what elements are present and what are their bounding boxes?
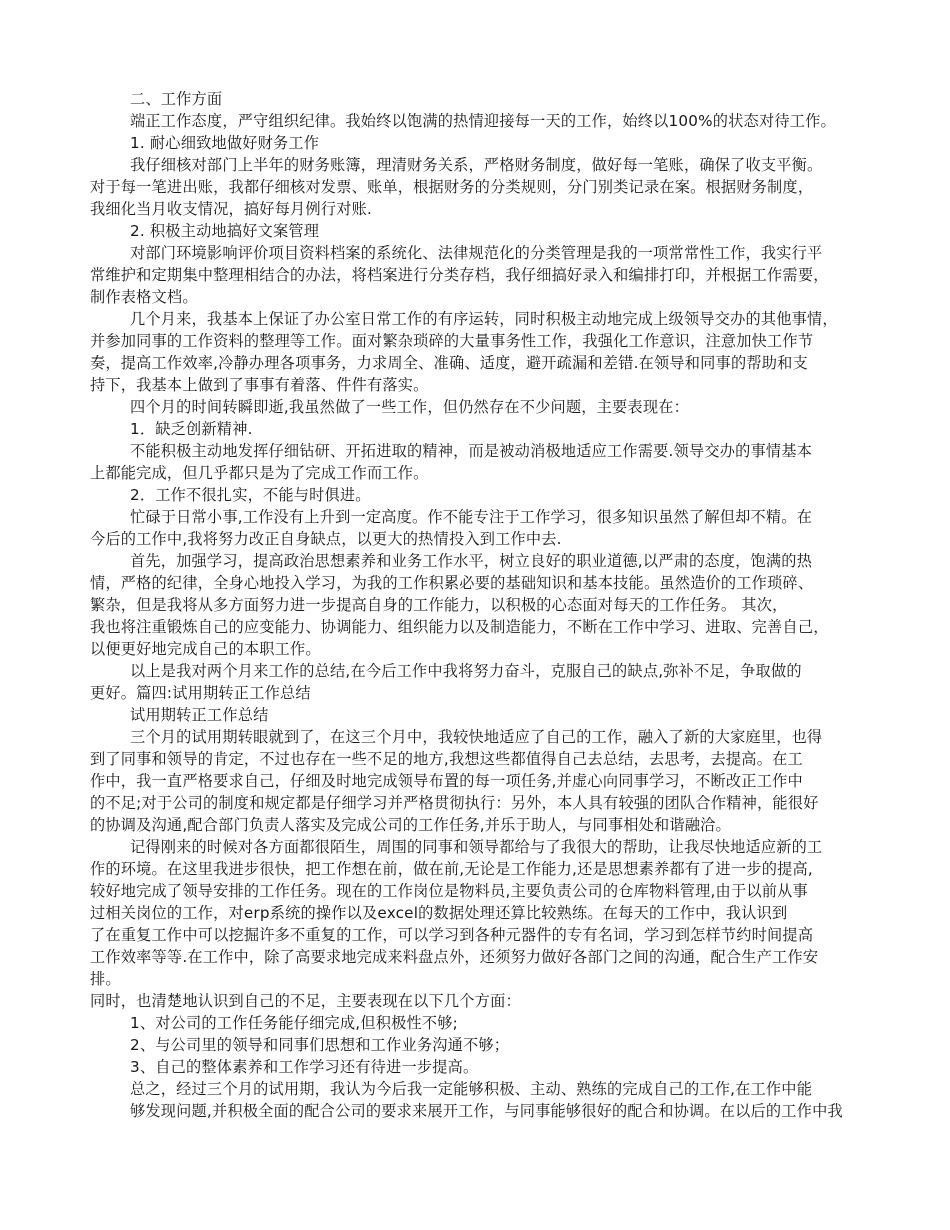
paragraph-line: 较好地完成了领导安排的工作任务。现在的工作岗位是物料员,主要负责公司的仓库物料管理,由于以前从事 — [90, 882, 808, 900]
numbered-heading: 1. 耐心细致地做好财务工作 — [130, 134, 320, 152]
list-item: 3、自己的整体素养和工作学习还有待进一步提高。 — [130, 1058, 479, 1076]
paragraph-line: 对部门环境影响评价项目资料档案的系统化、法律规范化的分类管理是我的一项常常性工作，我实行平 — [130, 244, 823, 262]
numbered-heading: 2. 积极主动地搞好文案管理 — [130, 222, 320, 240]
paragraph-line: 更好。篇四:试用期转正工作总结 — [90, 684, 311, 702]
list-item: 总之，经过三个月的试用期，我认为今后我一定能够积极、主动、熟练的完成自己的工作,在工作中能 — [130, 1080, 813, 1098]
paragraph-line: 忙碌于日常小事,工作没有上升到一定高度。作不能专注于工作学习，很多知识虽然了解但却不精。在 — [130, 508, 813, 526]
paragraph-line: 的不足;对于公司的制度和规定都是仔细学习并严格贯彻执行：另外，本人具有较强的团队合作精神，能很好 — [90, 794, 819, 812]
paragraph-line: 不能积极主动地发挥仔细钻研、开拓进取的精神，而是被动消极地适应工作需要.领导交办的事情基本 — [130, 442, 813, 460]
paragraph-line: 我仔细核对部门上半年的财务账簿，理清财务关系，严格财务制度，做好每一笔账，确保了收支平衡。 — [130, 156, 823, 174]
paragraph-line: 端正工作态度，严守组织纪律。我始终以饱满的热情迎接每一天的工作，始终以100%的状态对待工作。 — [130, 112, 836, 130]
numbered-heading: 2．工作不很扎实，不能与时俱进。 — [130, 486, 371, 504]
paragraph-line: 我细化当月收支情况，搞好每月例行对账. — [90, 200, 373, 218]
document-title: 试用期转正工作总结 — [130, 706, 269, 724]
paragraph-line: 首先，加强学习，提高政治思想素养和业务工作水平，树立良好的职业道德,以严肃的态度，饱满的热 — [130, 552, 813, 570]
paragraph-line: 以上是我对两个月来工作的总结,在今后工作中我将努力奋斗，克服自己的缺点,弥补不足，争取做的 — [130, 662, 802, 680]
paragraph-line: 我也将注重锻炼自己的应变能力、协调能力、组织能力以及制造能力，不断在工作中学习、进取、完善自己， — [90, 618, 829, 636]
paragraph-line: 记得刚来的时候对各方面都很陌生，周围的同事和领导都给与了我很大的帮助，让我尽快地适应新的工 — [130, 838, 823, 856]
paragraph-line: 今后的工作中,我将努力改正自身缺点，以更大的热情投入到工作中去. — [90, 530, 562, 548]
paragraph-line: 繁杂，但是我将从多方面努力进一步提高自身的工作能力，以积极的心态面对每天的工作任务。 其次， — [90, 596, 788, 614]
paragraph-line: 制作表格文档。 — [90, 288, 198, 306]
numbered-heading: 1．缺乏创新精神. — [130, 420, 253, 438]
paragraph-line: 同时，也清楚地认识到自己的不足，主要表现在以下几个方面： — [90, 992, 521, 1010]
paragraph-line: 了在重复工作中可以挖掘许多不重复的工作，可以学习到各种元器件的专有名词，学习到怎样节约时间提高 — [90, 926, 814, 944]
paragraph-line: 的协调及沟通,配合部门负责人落实及完成公司的工作任务,并乐于助人，与同事相处和谐融洽。 — [90, 816, 731, 834]
paragraph-line: 几个月来，我基本上保证了办公室日常工作的有序运转，同时积极主动地完成上级领导交办的其他事情， — [130, 310, 838, 328]
paragraph-line: 排。 — [90, 970, 121, 988]
paragraph-line: 过相关岗位的工作，对erp系统的操作以及excel的数据处理还算比较熟练。在每天的工作中，我认识到 — [90, 904, 788, 922]
paragraph-line: 情，严格的纪律，全身心地投入学习，为我的工作积累必要的基础知识和基本技能。虽然造价的工作琐碎、 — [90, 574, 814, 592]
paragraph-line: 三个月的试用期转眼就到了，在这三个月中，我较快地适应了自己的工作，融入了新的大家庭里，也得 — [130, 728, 823, 746]
paragraph-line: 工作效率等等.在工作中，除了高要求地完成来料盘点外，还须努力做好各部门之间的沟通，配合生产工作安 — [90, 948, 819, 966]
section-heading: 二、工作方面 — [130, 90, 223, 108]
paragraph-line: 到了同事和领导的肯定，不过也存在一些不足的地方,我想这些都值得自己去总结，去思考，去提高。在工 — [90, 750, 803, 768]
paragraph-line: 并参加同事的工作资料的整理等工作。面对繁杂琐碎的大量事务性工作，我强化工作意识，注意加快工作节 — [90, 332, 814, 350]
paragraph-line: 作的环境。在这里我进步很快，把工作想在前，做在前,无论是工作能力,还是思想素养都有了进一步的提高, — [90, 860, 813, 878]
paragraph-line: 作中，我一直严格要求自己，仔细及时地完成领导布置的每一项任务,并虚心向同事学习，不断改正工作中 — [90, 772, 803, 790]
paragraph-line: 够发现问题,并积极全面的配合公司的要求来展开工作，与同事能够很好的配合和协调。在以后的工作中我 — [130, 1102, 843, 1120]
paragraph-line: 上都能完成，但几乎都只是为了完成工作而工作。 — [90, 464, 429, 482]
paragraph-line: 奏，提高工作效率,冷静办理各项事务，力求周全、准确、适度，避开疏漏和差错.在领导和同事的帮助和支 — [90, 354, 808, 372]
paragraph-line: 四个月的时间转瞬即逝,我虽然做了一些工作，但仍然存在不少问题，主要表现在： — [130, 398, 689, 416]
paragraph-line: 持下，我基本上做到了事事有着落、件件有落实。 — [90, 376, 429, 394]
paragraph-line: 以便更好地完成自己的本职工作。 — [90, 640, 321, 658]
paragraph-line: 对于每一笔进出账，我都仔细核对发票、账单，根据财务的分类规则，分门别类记录在案。根据财务制度， — [90, 178, 814, 196]
paragraph-line: 1、对公司的工作任务能仔细完成,但积极性不够; — [130, 1014, 458, 1032]
list-item: 2、与公司里的领导和同事们思想和工作业务沟通不够； — [130, 1036, 510, 1054]
paragraph-line: 常维护和定期集中整理相结合的办法，将档案进行分类存档，我仔细搞好录入和编排打印，并根据工作需要， — [90, 266, 829, 284]
